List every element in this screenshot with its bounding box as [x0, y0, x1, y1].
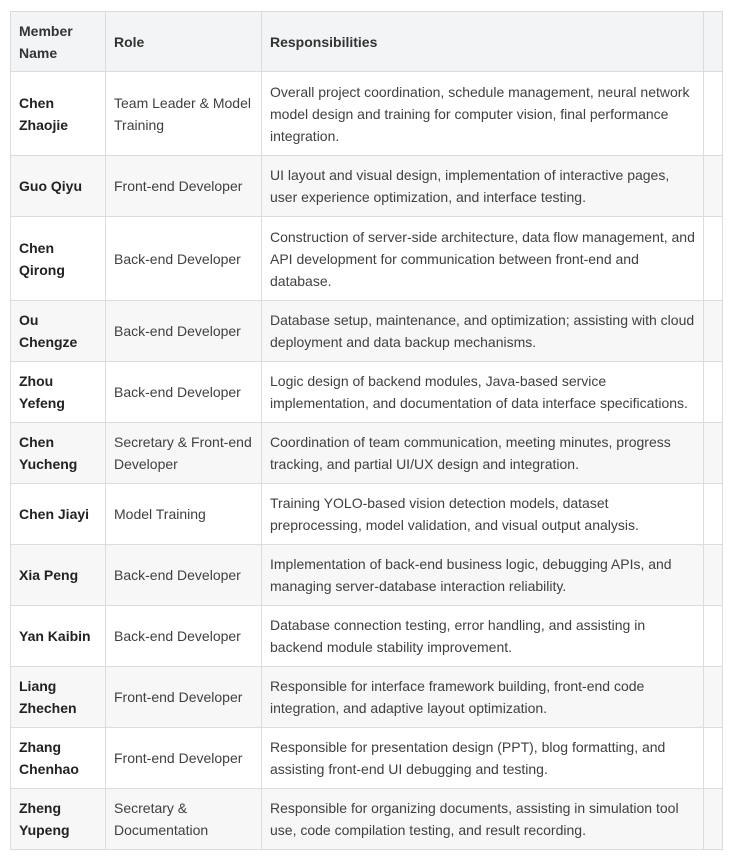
table-row — [11, 606, 723, 667]
empty-cell — [704, 667, 723, 728]
responsibilities-cell: Coordination of team communication, meeting minutes, progress tracking, and partial UI/UX design and integration. — [262, 423, 704, 484]
member-name-cell: Zheng Yupeng — [11, 789, 106, 850]
empty-cell — [704, 156, 723, 217]
member-name-cell: Ou Chengze — [11, 301, 106, 362]
empty-cell — [704, 545, 723, 606]
table-body — [11, 72, 723, 850]
header-member-name: Member Name — [11, 12, 106, 72]
role-cell: Front-end Developer — [106, 156, 262, 217]
empty-cell — [704, 301, 723, 362]
role-cell: Model Training — [106, 484, 262, 545]
role-cell: Front-end Developer — [106, 728, 262, 789]
empty-cell — [704, 217, 723, 301]
table-row — [11, 362, 723, 423]
member-name-cell: Chen Jiayi — [11, 484, 106, 545]
responsibilities-cell: Database connection testing, error handling, and assisting in backend module stability improvement. — [262, 606, 704, 667]
table-row — [11, 484, 723, 545]
member-name-cell: Zhou Yefeng — [11, 362, 106, 423]
responsibilities-cell: Construction of server-side architecture, data flow management, and API development for communication between front-end and database. — [262, 217, 704, 301]
empty-cell — [704, 728, 723, 789]
table-row — [11, 72, 723, 156]
member-name-cell: Yan Kaibin — [11, 606, 106, 667]
header-row — [11, 12, 723, 72]
empty-cell — [704, 606, 723, 667]
role-cell: Secretary & Front-end Developer — [106, 423, 262, 484]
member-name-cell: Chen Qirong — [11, 217, 106, 301]
responsibilities-cell: Training YOLO-based vision detection models, dataset preprocessing, model validation, and visual output analysis. — [262, 484, 704, 545]
role-cell: Back-end Developer — [106, 606, 262, 667]
member-name-cell: Chen Zhaojie — [11, 72, 106, 156]
role-cell: Team Leader & Model Training — [106, 72, 262, 156]
empty-cell — [704, 362, 723, 423]
empty-cell — [704, 789, 723, 850]
header-role: Role — [106, 12, 262, 72]
responsibilities-cell: Responsible for interface framework building, front-end code integration, and adaptive layout optimization. — [262, 667, 704, 728]
role-cell: Back-end Developer — [106, 217, 262, 301]
member-name-cell: Guo Qiyu — [11, 156, 106, 217]
responsibilities-cell: Implementation of back-end business logic, debugging APIs, and managing server-database interaction reliability. — [262, 545, 704, 606]
role-cell: Back-end Developer — [106, 301, 262, 362]
table-row — [11, 789, 723, 850]
empty-cell — [704, 484, 723, 545]
member-name-cell: Xia Peng — [11, 545, 106, 606]
member-name-cell: Zhang Chenhao — [11, 728, 106, 789]
role-cell: Back-end Developer — [106, 362, 262, 423]
table-row — [11, 156, 723, 217]
responsibilities-cell: Overall project coordination, schedule management, neural network model design and training for computer vision, final performance integration. — [262, 72, 704, 156]
table-row — [11, 423, 723, 484]
role-cell: Front-end Developer — [106, 667, 262, 728]
table-header — [11, 12, 723, 72]
table-row — [11, 301, 723, 362]
member-name-cell: Liang Zhechen — [11, 667, 106, 728]
responsibilities-cell: Database setup, maintenance, and optimization; assisting with cloud deployment and data backup mechanisms. — [262, 301, 704, 362]
header-empty-column — [704, 12, 723, 72]
table-row — [11, 217, 723, 301]
responsibilities-cell: Responsible for presentation design (PPT), blog formatting, and assisting front-end UI debugging and testing. — [262, 728, 704, 789]
team-members-table — [10, 11, 723, 850]
member-name-cell: Chen Yucheng — [11, 423, 106, 484]
responsibilities-cell: UI layout and visual design, implementation of interactive pages, user experience optimization, and interface testing. — [262, 156, 704, 217]
empty-cell — [704, 72, 723, 156]
role-cell: Secretary & Documentation — [106, 789, 262, 850]
responsibilities-cell: Responsible for organizing documents, assisting in simulation tool use, code compilation testing, and result recording. — [262, 789, 704, 850]
role-cell: Back-end Developer — [106, 545, 262, 606]
table-row — [11, 728, 723, 789]
empty-cell — [704, 423, 723, 484]
table-row — [11, 545, 723, 606]
header-responsibilities: Responsibilities — [262, 12, 704, 72]
table-row — [11, 667, 723, 728]
responsibilities-cell: Logic design of backend modules, Java-based service implementation, and documentation of data interface specifications. — [262, 362, 704, 423]
